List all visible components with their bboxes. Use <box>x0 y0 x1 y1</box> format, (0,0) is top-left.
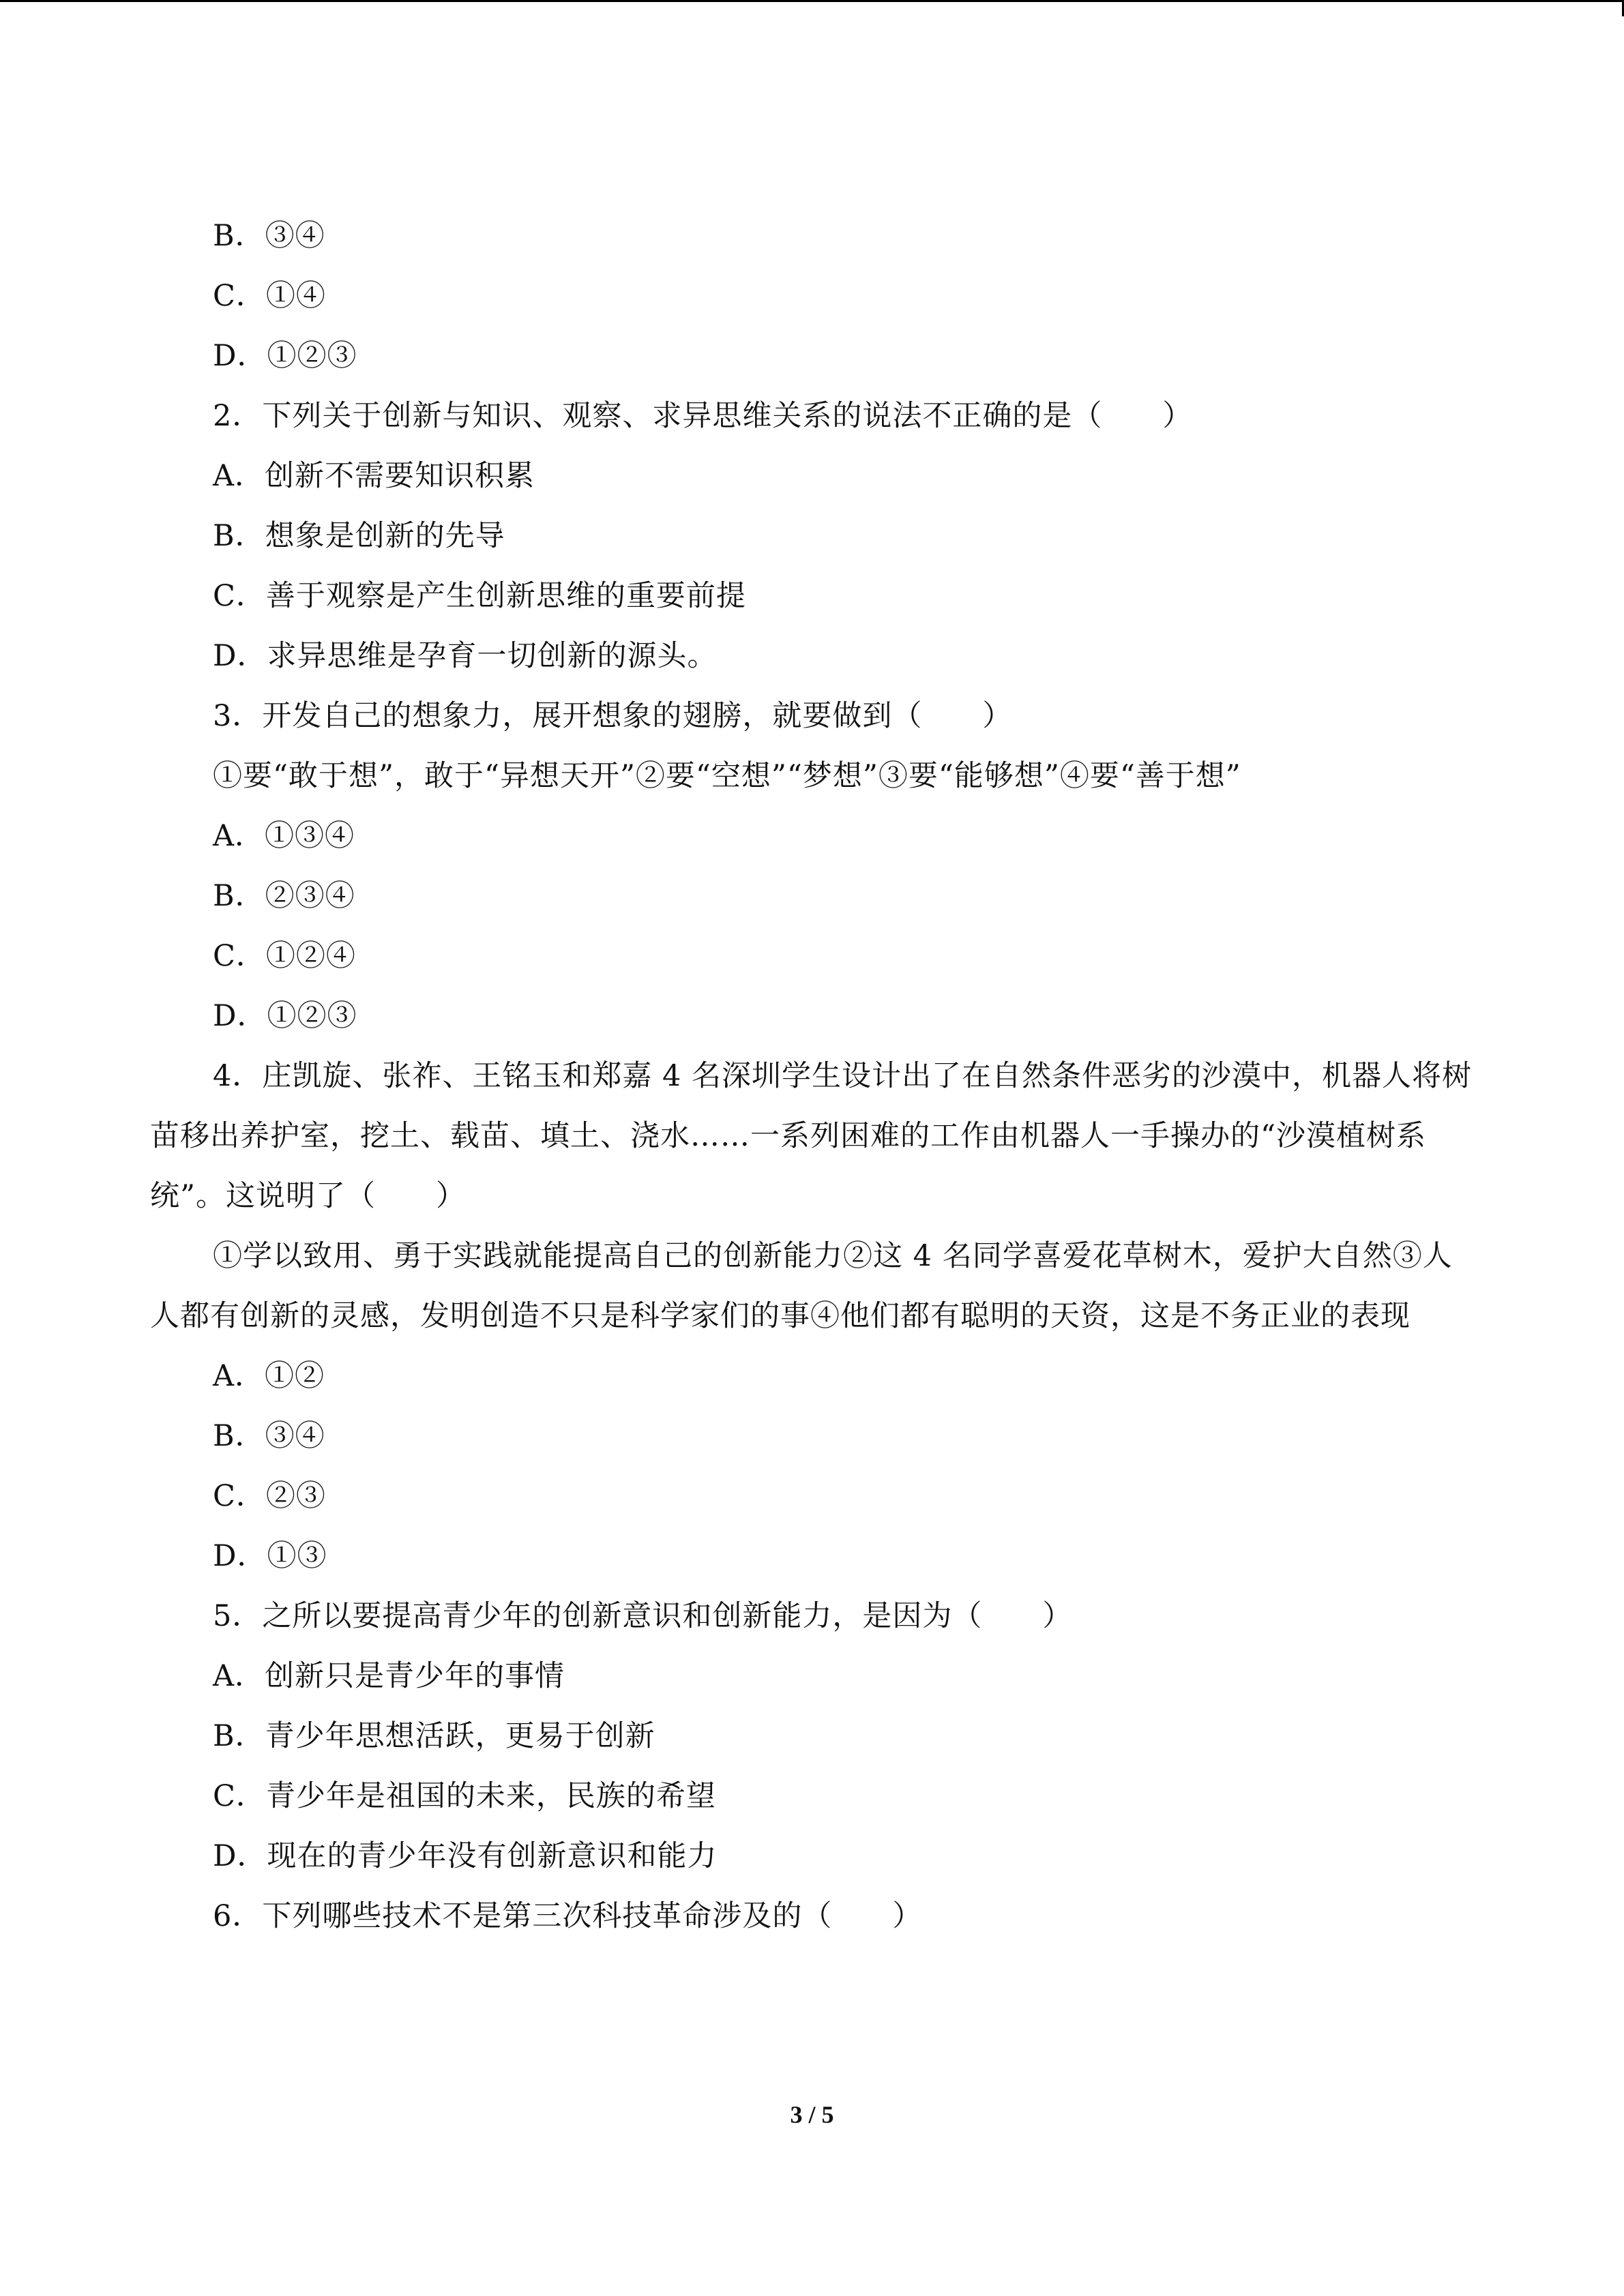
question-4-stem: 4．庄凯旋、张祚、王铭玉和郑嘉 4 名深圳学生设计出了在自然条件恶劣的沙漠中，机器人将树苗移出养护室，挖土、载苗、填土、浇水……一系列困难的工作由机器人一手操办的“沙漠植树系统”。这说明了（ ） <box>150 1059 1473 1213</box>
question-6-stem: 6．下列哪些技术不是第三次科技革命涉及的（ ） <box>213 1899 923 1933</box>
question-3-statements: ①要“敢于想”，敢于“异想天开”②要“空想”“梦想”③要“能够想”④要“善于想” <box>213 759 1241 793</box>
option-b-q3: B．②③④ <box>213 879 355 913</box>
question-2-stem: 2．下列关于创新与知识、观察、求异思维关系的说法不正确的是（ ） <box>213 399 1193 433</box>
page-number: 3 / 5 <box>790 2101 834 2128</box>
option-b-q2: B．想象是创新的先导 <box>213 519 505 553</box>
option-d-q2: D．求异思维是孕育一切创新的源头。 <box>213 639 718 673</box>
option-c-q1: C．①④ <box>213 279 326 313</box>
option-d-q3: D．①②③ <box>213 999 357 1033</box>
option-c-q4: C．②③ <box>213 1479 326 1513</box>
option-d-q1: D．①②③ <box>213 339 357 373</box>
question-content <box>150 206 1480 1946</box>
question-3-stem: 3．开发自己的想象力，展开想象的翅膀，就要做到（ ） <box>213 699 1013 733</box>
option-a-q3: A．①③④ <box>213 819 355 853</box>
option-b-q4: B．③④ <box>213 1419 325 1453</box>
option-d-q5: D．现在的青少年没有创新意识和能力 <box>213 1839 718 1873</box>
option-c-q2: C．善于观察是产生创新思维的重要前提 <box>213 579 746 613</box>
question-5-stem: 5．之所以要提高青少年的创新意识和创新能力，是因为（ ） <box>213 1599 1073 1633</box>
option-b-q5: B．青少年思想活跃，更易于创新 <box>213 1719 655 1753</box>
top-border-line <box>0 0 1624 2</box>
option-a-q2: A．创新不需要知识积累 <box>213 459 535 493</box>
option-b-q1: B．③④ <box>213 219 325 253</box>
question-4-statements: ①学以致用、勇于实践就能提高自己的创新能力②这 4 名同学喜爱花草树木，爱护大自然③人人都有创新的灵感，发明创造不只是科学家们的事④他们都有聪明的天资，这是不务正业的表现 <box>150 1239 1453 1333</box>
option-a-q4: A．①② <box>213 1359 325 1393</box>
option-c-q5: C．青少年是祖国的未来，民族的希望 <box>213 1779 716 1813</box>
option-a-q5: A．创新只是青少年的事情 <box>213 1659 565 1693</box>
option-c-q3: C．①②④ <box>213 939 356 973</box>
option-d-q4: D．①③ <box>213 1539 327 1573</box>
